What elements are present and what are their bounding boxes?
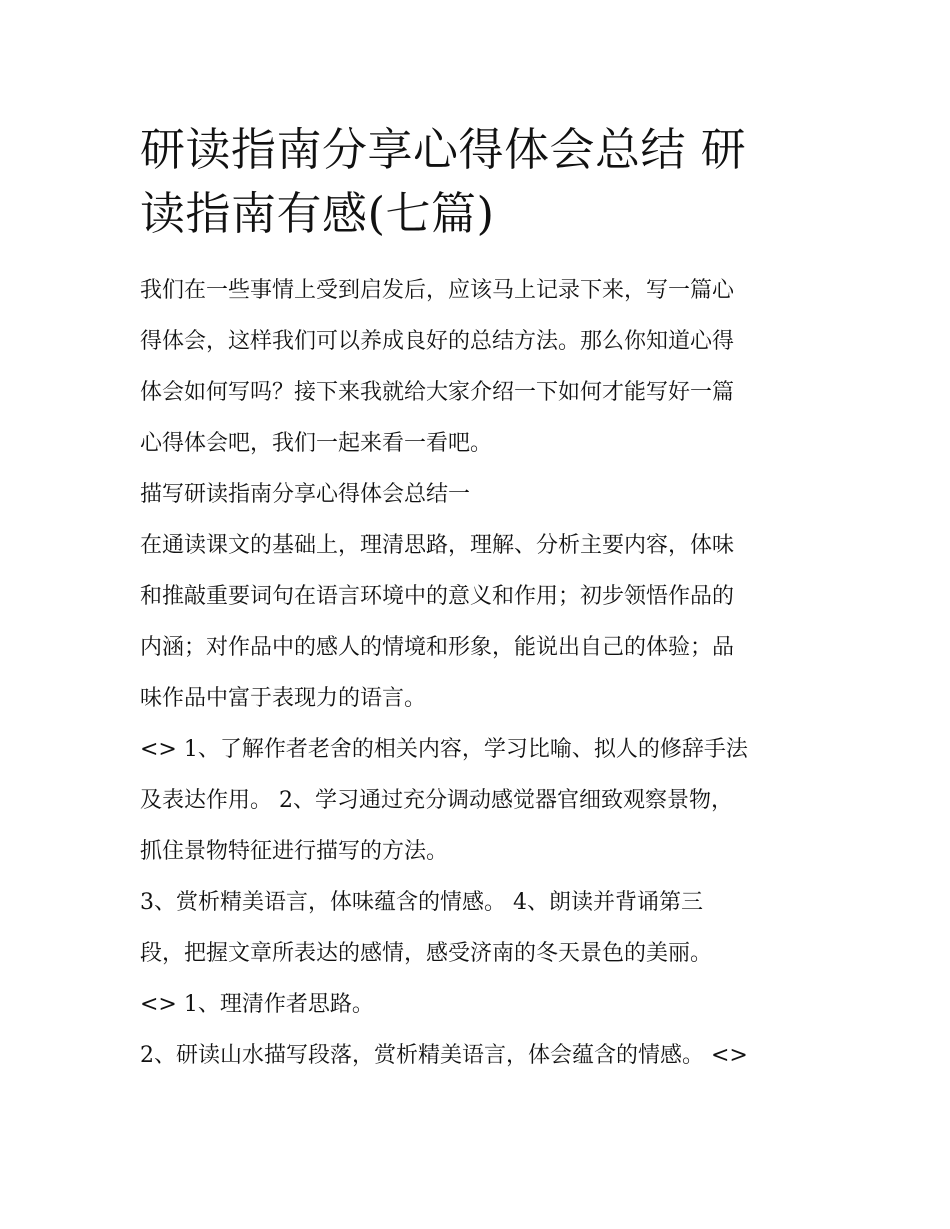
text-line: 心得体会吧，我们一起来看一看吧。 xyxy=(140,431,493,456)
text-line: 3、赏析精美语言，体味蕴含的情感。 4、朗读并背诵第三 xyxy=(140,890,703,915)
document-body xyxy=(140,118,815,1081)
objectives-paragraph xyxy=(140,520,815,724)
document-title xyxy=(140,118,815,246)
text-line: 2、研读山水描写段落，赏析精美语言，体会蕴含的情感。 <> xyxy=(140,1043,748,1068)
text-line: <> 1、理清作者思路。 xyxy=(140,992,374,1017)
text-line: 得体会，这样我们可以养成良好的总结方法。那么你知道心得 xyxy=(140,329,735,354)
text-line: 体会如何写吗？接下来我就给大家介绍一下如何才能写好一篇 xyxy=(140,380,735,405)
text-line: 及表达作用。 2、学习通过充分调动感觉器官细致观察景物， xyxy=(140,788,733,813)
text-line: 内涵；对作品中的感人的情境和形象，能说出自己的体验；品 xyxy=(140,635,735,660)
text-line: <> 1、了解作者老舍的相关内容，学习比喻、拟人的修辞手法 xyxy=(140,737,748,762)
text-line: 抓住景物特征进行描写的方法。 xyxy=(140,839,449,864)
goals-paragraph-1 xyxy=(140,724,815,877)
title-line: 读指南有感(七篇) xyxy=(140,187,495,240)
section-heading xyxy=(140,469,815,520)
text-line: 和推敲重要词句在语言环境中的意义和作用；初步领悟作品的 xyxy=(140,584,735,609)
goals-paragraph-2 xyxy=(140,877,815,979)
text-line: 我们在一些事情上受到启发后，应该马上记录下来，写一篇心 xyxy=(140,278,735,303)
text-line: 味作品中富于表现力的语言。 xyxy=(140,686,427,711)
text-line: 段，把握文章所表达的感情，感受济南的冬天景色的美丽。 xyxy=(140,941,713,966)
intro-paragraph xyxy=(140,265,815,469)
focus-paragraph-1 xyxy=(140,979,815,1030)
text-line: 描写研读指南分享心得体会总结一 xyxy=(140,482,471,507)
focus-paragraph-2 xyxy=(140,1030,815,1081)
title-line: 研读指南分享心得体会总结 研 xyxy=(140,123,747,176)
text-line: 在通读课文的基础上，理清思路，理解、分析主要内容，体味 xyxy=(140,533,735,558)
